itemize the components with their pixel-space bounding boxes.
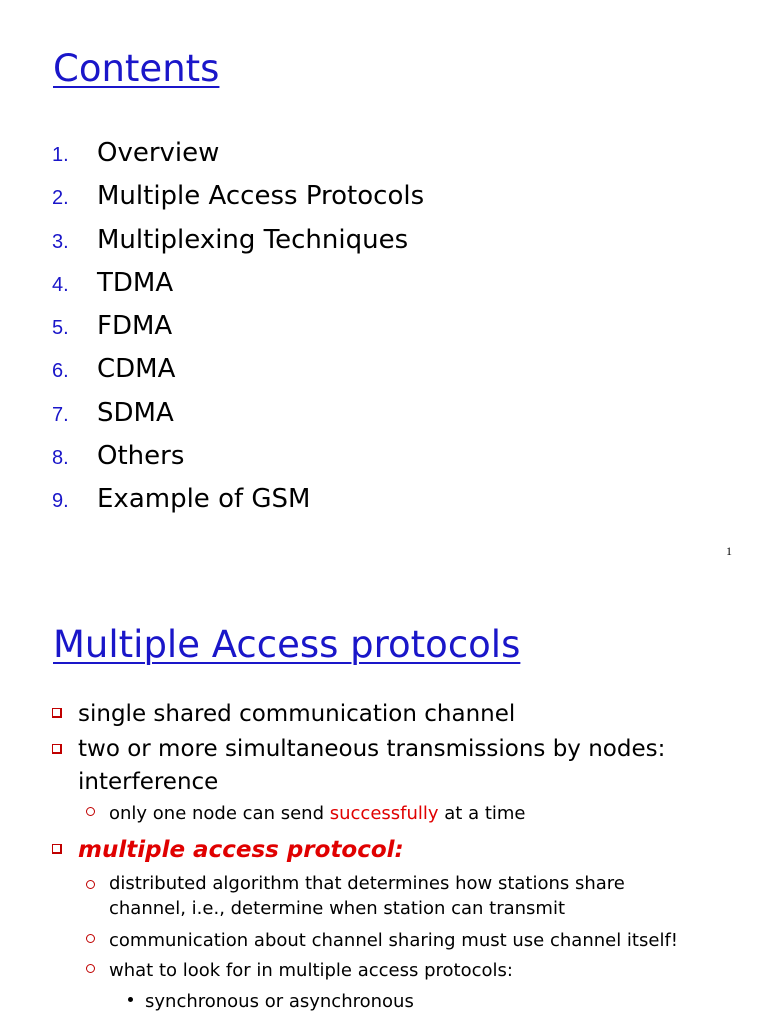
contents-list bbox=[52, 138, 424, 528]
circle-bullet-icon bbox=[86, 880, 95, 889]
bullet-item bbox=[52, 698, 515, 731]
item-label: Multiple Access Protocols bbox=[97, 181, 425, 212]
sub-bullet-text bbox=[109, 871, 625, 921]
list-item bbox=[52, 225, 424, 268]
page-number: 1 bbox=[726, 544, 732, 558]
sub-bullet-item bbox=[86, 928, 678, 953]
highlight-text: successfully bbox=[329, 803, 439, 824]
item-number: 9. bbox=[52, 490, 69, 513]
bullet-text: multiple access protocol: bbox=[78, 837, 404, 863]
item-label: Others bbox=[97, 441, 185, 472]
slide-multiple-access bbox=[0, 580, 768, 1024]
circle-bullet-icon bbox=[86, 964, 95, 973]
circle-bullet-icon bbox=[86, 807, 95, 816]
list-item bbox=[52, 311, 424, 354]
item-number: 4. bbox=[52, 273, 69, 296]
square-bullet-icon bbox=[52, 844, 62, 854]
slide-title: Contents bbox=[53, 47, 220, 90]
bullet-text bbox=[78, 733, 665, 799]
sub-bullet-item bbox=[86, 871, 625, 921]
bullet-item bbox=[52, 733, 665, 799]
list-item bbox=[52, 398, 424, 441]
list-item bbox=[52, 354, 424, 397]
bullet-text-line: two or more simultaneous transmissions by nodes: bbox=[78, 736, 666, 762]
item-label: TDMA bbox=[97, 267, 174, 298]
list-item bbox=[52, 181, 424, 224]
item-number: 1. bbox=[52, 144, 69, 166]
item-number: 3. bbox=[52, 230, 69, 253]
sub-bullet-text: communication about channel sharing must use channel itself! bbox=[109, 930, 678, 951]
text-segment: only one node can send bbox=[109, 803, 330, 824]
sub-bullet-item bbox=[86, 958, 513, 983]
circle-bullet-icon bbox=[86, 934, 95, 943]
item-label: Multiplexing Techniques bbox=[97, 224, 409, 255]
list-item bbox=[52, 484, 424, 527]
sub-bullet-text-line: channel, i.e., determine when station can transmit bbox=[109, 898, 566, 919]
square-bullet-icon bbox=[52, 708, 62, 718]
item-label: Overview bbox=[97, 138, 220, 168]
text-segment: at a time bbox=[438, 803, 526, 824]
bullet-item bbox=[52, 834, 404, 867]
item-label: SDMA bbox=[97, 397, 174, 428]
bullet-text-line: interference bbox=[78, 769, 219, 795]
item-number: 2. bbox=[52, 187, 69, 210]
sub-sub-bullet-item bbox=[128, 989, 414, 1014]
item-label: Example of GSM bbox=[97, 484, 311, 515]
item-label: FDMA bbox=[97, 311, 173, 342]
item-number: 6. bbox=[52, 360, 69, 383]
list-item bbox=[52, 268, 424, 311]
item-number: 7. bbox=[52, 403, 69, 426]
item-number: 5. bbox=[52, 317, 69, 340]
square-bullet-icon bbox=[52, 744, 62, 754]
sub-bullet-text bbox=[109, 801, 526, 826]
sub-bullet-text-line: distributed algorithm that determines how stations share bbox=[109, 873, 625, 894]
sub-bullet-item bbox=[86, 801, 526, 826]
bullet-text: single shared communication channel bbox=[78, 701, 516, 727]
sub-sub-bullet-text: synchronous or asynchronous bbox=[145, 991, 414, 1012]
list-item bbox=[52, 138, 424, 181]
item-label: CDMA bbox=[97, 354, 176, 385]
item-number: 8. bbox=[52, 447, 69, 470]
list-item bbox=[52, 441, 424, 484]
slide-title: Multiple Access protocols bbox=[53, 623, 521, 666]
dot-bullet-icon bbox=[128, 997, 133, 1002]
sub-bullet-text: what to look for in multiple access protocols: bbox=[109, 960, 513, 981]
